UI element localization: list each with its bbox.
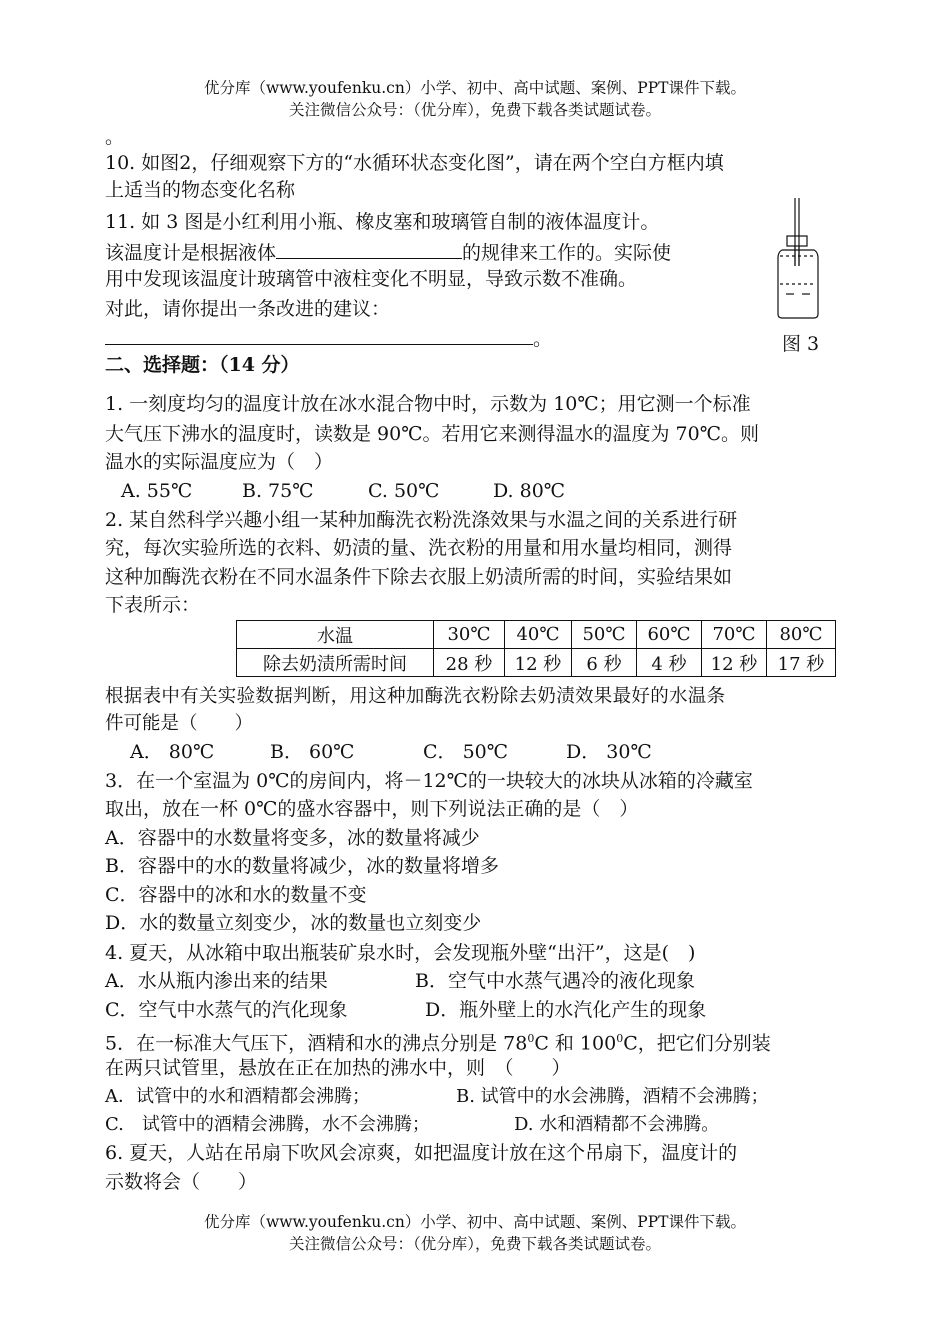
q11-line-5-end: 。 bbox=[533, 328, 553, 350]
mc2-line-6: 件可能是（ ） bbox=[105, 713, 254, 734]
mc1-option-c[interactable]: C. 50℃ bbox=[368, 480, 440, 502]
mc2-option-c[interactable]: C． 50℃ bbox=[423, 741, 509, 763]
degree-mark: 0 bbox=[527, 1032, 535, 1045]
page-footer-line-2: 关注微信公众号：（优分库），免费下载各类试题试卷。 bbox=[288, 1235, 661, 1253]
mc5-line-1-part-1: 5．在一标准大气压下，酒精和水的沸点分别是 78 bbox=[105, 1032, 528, 1055]
figure-3-caption: 图 3 bbox=[782, 333, 820, 355]
q11-line-2-suffix: 的规律来工作的。实际使 bbox=[462, 242, 672, 264]
mc5-option-a[interactable]: A．试管中的水和酒精都会沸腾； bbox=[105, 1086, 370, 1107]
mc4-option-d[interactable]: D．瓶外壁上的水汽化产生的现象 bbox=[425, 999, 707, 1021]
section-2-title: 二、选择题：（14 分） bbox=[105, 354, 300, 376]
table-cell: 30℃ bbox=[434, 621, 505, 649]
thermometer-bottle-figure bbox=[768, 196, 828, 326]
mc5-option-d[interactable]: D. 水和酒精都不会沸腾。 bbox=[514, 1114, 720, 1135]
mc1-line-1: 1. 一刻度均匀的温度计放在冰水混合物中时，示数为 10℃；用它测一个标准 bbox=[105, 393, 751, 415]
mc3-option-d[interactable]: D．水的数量立刻变少，冰的数量也立刻变少 bbox=[105, 912, 482, 934]
mc1-option-b[interactable]: B. 75℃ bbox=[242, 480, 314, 502]
mc4-line-1: 4. 夏天，从冰箱中取出瓶装矿泉水时，会发现瓶外壁“出汗”，这是( ) bbox=[105, 942, 696, 964]
mc3-option-a[interactable]: A．容器中的水数量将变多，冰的数量将减少 bbox=[105, 827, 480, 849]
table-cell: 80℃ bbox=[767, 621, 836, 649]
mc4-option-c[interactable]: C．空气中水蒸气的汽化现象 bbox=[105, 999, 348, 1021]
mc2-option-b[interactable]: B． 60℃ bbox=[270, 741, 355, 763]
rubber-stopper bbox=[787, 236, 807, 246]
mc5-line-2: 在两只试管里，悬放在正在加热的沸水中，则 （ ） bbox=[105, 1057, 571, 1079]
q11-line-5 bbox=[105, 324, 552, 352]
mc1-line-3: 温水的实际温度应为（ ） bbox=[105, 451, 334, 473]
mc1-option-a[interactable]: A. 55℃ bbox=[121, 480, 193, 502]
q11-line-2 bbox=[105, 238, 671, 266]
mc6-line-2: 示数将会（ ） bbox=[105, 1171, 258, 1193]
table-header-cell: 水温 bbox=[237, 621, 434, 649]
mc5-option-c[interactable]: C. 试管中的酒精会沸腾，水不会沸腾； bbox=[105, 1114, 430, 1135]
mc1-option-d[interactable]: D. 80℃ bbox=[493, 480, 566, 502]
water-temperature-table bbox=[236, 620, 836, 677]
mc2-line-2: 究，每次实验所选的衣料、奶渍的量、洗衣粉的用量和用水量均相同，测得 bbox=[105, 537, 733, 559]
table-cell: 28 秒 bbox=[434, 649, 505, 677]
page-footer-line-1: 优分库（www.youfenku.cn）小学、初中、高中试题、案例、PPT课件下载。 bbox=[203, 1213, 747, 1231]
page-header-line-2: 关注微信公众号：（优分库），免费下载各类试题试卷。 bbox=[288, 101, 661, 119]
table-cell: 40℃ bbox=[505, 621, 572, 649]
q10-line-2: 上适当的物态变化名称 bbox=[105, 179, 296, 201]
mc1-line-2: 大气压下沸水的温度时，读数是 90℃。若用它来测得温水的温度为 70℃。则 bbox=[105, 423, 759, 445]
mc2-line-4: 下表所示： bbox=[105, 594, 201, 616]
mc2-option-a[interactable]: A． 80℃ bbox=[130, 741, 215, 763]
page-header-line-1: 优分库（www.youfenku.cn）小学、初中、高中试题、案例、PPT课件下载。 bbox=[203, 79, 747, 97]
table-header-cell: 除去奶渍所需时间 bbox=[237, 649, 434, 677]
mc2-line-3: 这种加酶洗衣粉在不同水温条件下除去衣服上奶渍所需的时间，实验结果如 bbox=[105, 566, 733, 588]
q11-answer-blank-1[interactable] bbox=[276, 238, 462, 259]
mc5-line-1 bbox=[105, 1026, 771, 1056]
table-cell: 6 秒 bbox=[572, 649, 637, 677]
q11-line-4: 对此，请你提出一条改进的建议： bbox=[105, 298, 391, 320]
mc2-option-d[interactable]: D． 30℃ bbox=[566, 741, 652, 763]
table-cell: 17 秒 bbox=[767, 649, 836, 677]
mc5-line-1-part-2: C 和 100 bbox=[534, 1032, 617, 1055]
table-row bbox=[237, 621, 836, 649]
degree-mark: 0 bbox=[616, 1032, 624, 1045]
mc2-line-5: 根据表中有关实验数据判断，用这种加酶洗衣粉除去奶渍效果最好的水温条 bbox=[105, 686, 726, 707]
table-cell: 60℃ bbox=[637, 621, 702, 649]
mc3-line-2: 取出，放在一杯 0℃的盛水容器中，则下列说法正确的是（ ） bbox=[105, 798, 639, 820]
table-cell: 4 秒 bbox=[637, 649, 702, 677]
table-cell: 12 秒 bbox=[702, 649, 767, 677]
q11-answer-blank-2[interactable] bbox=[105, 324, 533, 345]
q11-line-1: 11. 如 3 图是小红利用小瓶、橡皮塞和玻璃管自制的液体温度计。 bbox=[105, 211, 660, 233]
mc3-option-c[interactable]: C．容器中的冰和水的数量不变 bbox=[105, 884, 367, 906]
q11-line-2-prefix: 该温度计是根据液体 bbox=[105, 242, 277, 264]
mc5-line-1-part-3: C，把它们分别装 bbox=[623, 1032, 771, 1055]
mc2-line-1: 2. 某自然科学兴趣小组一某种加酶洗衣粉洗涤效果与水温之间的关系进行研 bbox=[105, 509, 738, 531]
mc4-option-a[interactable]: A．水从瓶内渗出来的结果 bbox=[105, 970, 328, 992]
table-cell: 70℃ bbox=[702, 621, 767, 649]
mc3-option-b[interactable]: B．容器中的水的数量将减少，冰的数量将增多 bbox=[105, 855, 499, 877]
table-cell: 12 秒 bbox=[505, 649, 572, 677]
q11-line-3: 用中发现该温度计玻璃管中液柱变化不明显，导致示数不准确。 bbox=[105, 268, 638, 290]
q10-line-1: 10. 如图2，仔细观察下方的“水循环状态变化图”，请在两个空白方框内填 bbox=[105, 152, 724, 174]
mc5-option-b[interactable]: B. 试管中的水会沸腾，酒精不会沸腾； bbox=[456, 1086, 769, 1107]
table-row bbox=[237, 649, 836, 677]
leading-period: 。 bbox=[105, 126, 125, 148]
table-cell: 50℃ bbox=[572, 621, 637, 649]
mc3-line-1: 3．在一个室温为 0℃的房间内，将－12℃的一块较大的冰块从冰箱的冷藏室 bbox=[105, 770, 753, 792]
mc4-option-b[interactable]: B．空气中水蒸气遇冷的液化现象 bbox=[415, 970, 695, 992]
mc6-line-1: 6. 夏天，人站在吊扇下吹风会凉爽，如把温度计放在这个吊扇下，温度计的 bbox=[105, 1142, 738, 1164]
